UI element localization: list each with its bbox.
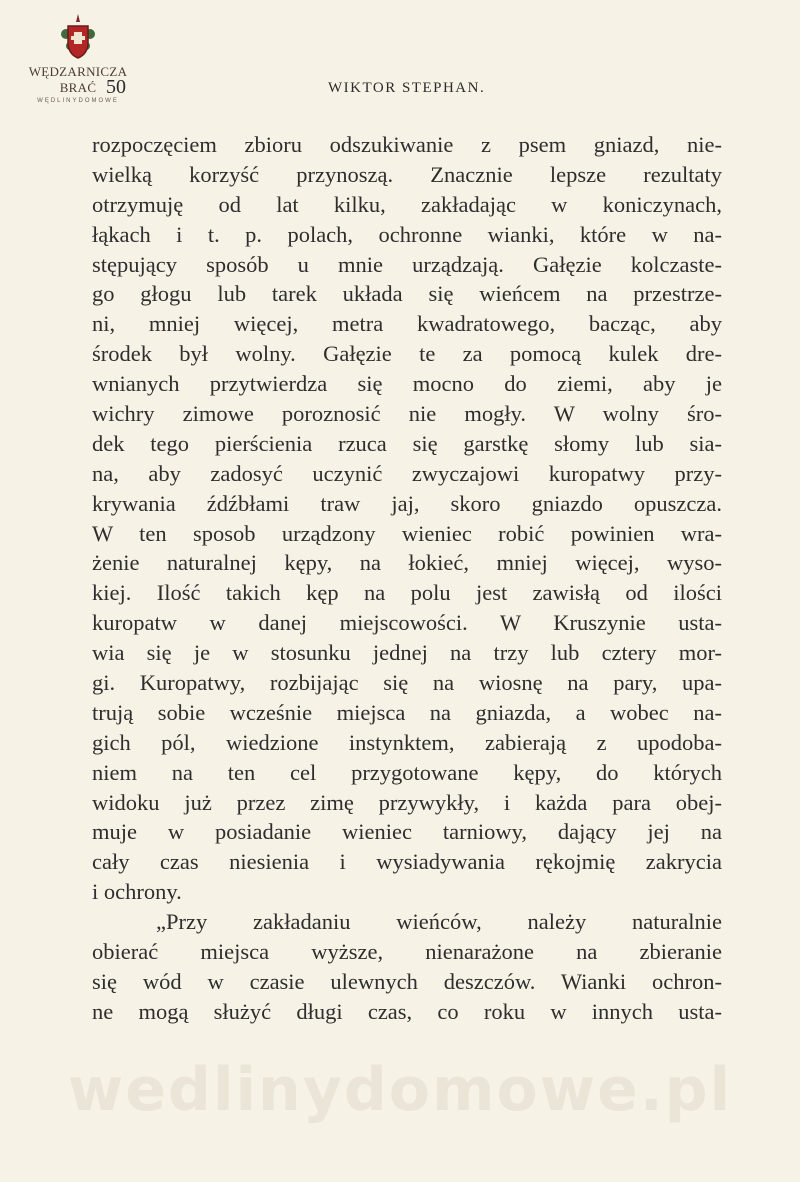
text-line: go głogu lub tarek układa się wieńcem na przestrze-: [92, 281, 722, 307]
text-line: wnianych przytwierdza się mocno do ziemi, aby je: [92, 371, 722, 397]
text-line: gich pól, wiedzione instynktem, zabierają z upodoba-: [92, 729, 722, 755]
logo-subtitle: WĘDLINYDOMOWE: [37, 98, 119, 104]
text-line: kiej. Ilość takich kęp na polu jest zawisłą od ilości: [92, 580, 722, 606]
text-line: „Przy zakładaniu wieńców, należy naturalnie: [156, 909, 722, 935]
text-line: trują sobie wcześnie miejsca na gniazda, a wobec na-: [92, 699, 722, 725]
crest-icon: [56, 12, 100, 62]
text-line: W ten sposob urządzony wieniec robić powinien wra-: [92, 520, 722, 546]
text-line: ni, mniej więcej, metra kwadratowego, bacząc, aby: [92, 311, 722, 337]
body-text: [92, 130, 722, 1027]
text-line: środek był wolny. Gałęzie te za pomocą kulek dre-: [92, 341, 722, 367]
text-line: muje w posiadanie wieniec tarniowy, dający jej na: [92, 819, 722, 845]
text-line: otrzymuję od lat kilku, zakładając w koniczynach,: [92, 191, 722, 217]
text-line: rozpoczęciem zbioru odszukiwanie z psem gniazd, nie-: [92, 132, 722, 157]
text-line: obierać miejsca wyższe, nienarażone na zbieranie: [92, 939, 722, 965]
text-line: cały czas niesienia i wysiadywania rękojmię zakrycia: [92, 849, 722, 875]
text-line: żenie naturalnej kępy, na łokieć, mniej więcej, wyso-: [92, 550, 722, 576]
text-line: dek tego pierścienia rzuca się garstkę słomy lub sia-: [92, 430, 722, 456]
text-line: stępujący sposób u mnie urządzają. Gałęzie kolczaste-: [92, 251, 722, 277]
watermark: wedlinydomowe.pl: [67, 1055, 733, 1125]
text-line: na, aby zadosyć uczynić zwyczajowi kuropatwy przy-: [92, 460, 722, 486]
text-line: się wód w czasie ulewnych deszczów. Wianki ochron-: [92, 968, 722, 994]
text-line: gi. Kuropatwy, rozbijając się na wiosnę na pary, upa-: [92, 670, 722, 696]
text-line: łąkach i t. p. polach, ochronne wianki, które w na-: [92, 221, 722, 247]
text-line: wia się je w stosunku jednej na trzy lub cztery mor-: [92, 640, 722, 666]
text-line: krywania źdźbłami traw jaj, skoro gniazdo opuszcza.: [92, 490, 722, 516]
text-line: i ochrony.: [92, 879, 182, 905]
text-line: wichry zimowe poroznosić nie mogły. W wolny śro-: [92, 401, 722, 427]
text-line: wielką korzyść przynoszą. Znacznie lepsze rezultaty: [92, 161, 722, 187]
page-number: 50: [106, 76, 126, 98]
logo-name: WĘDZARNICZA BRAĆ: [28, 64, 128, 95]
text-line: kuropatw w danej miejscowości. W Kruszynie usta-: [92, 610, 722, 636]
running-header: WIKTOR STEPHAN.: [328, 80, 486, 96]
text-line: ne mogą służyć długi czas, co roku w innych usta-: [92, 998, 722, 1024]
text-line: niem na ten cel przygotowane kępy, do których: [92, 759, 722, 785]
text-line: widoku już przez zimę przywykły, i każda para obej-: [92, 789, 722, 815]
